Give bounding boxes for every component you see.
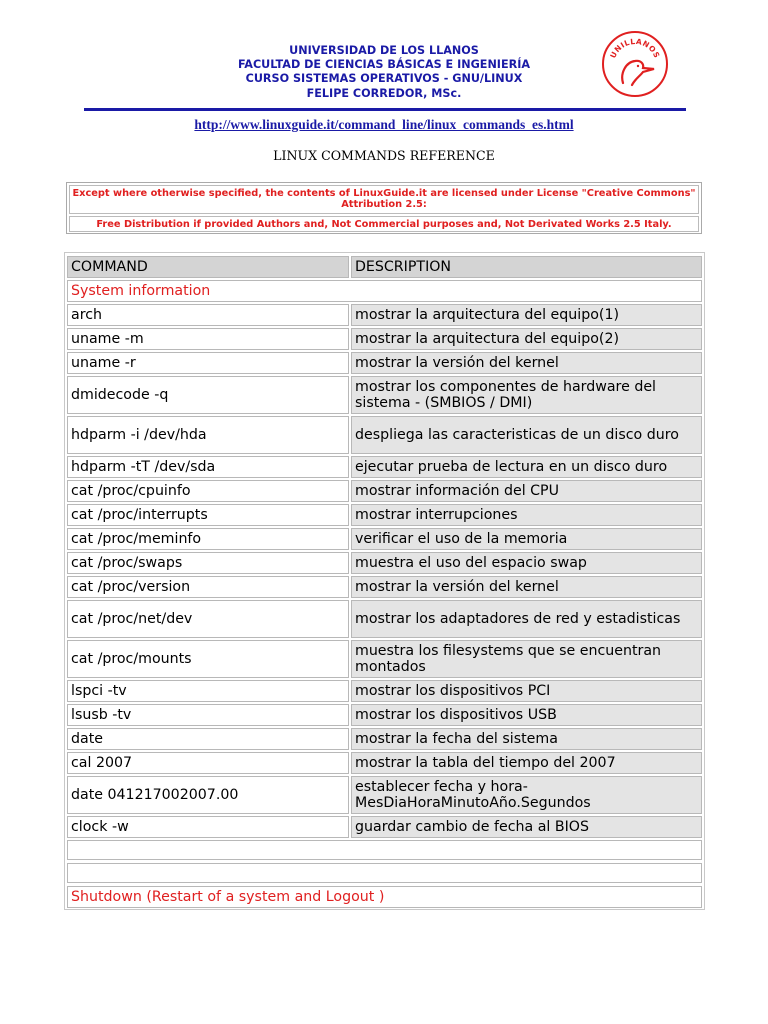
description-cell: mostrar la versión del kernel	[351, 576, 702, 598]
description-cell: verificar el uso de la memoria	[351, 528, 702, 550]
course-name: CURSO SISTEMAS OPERATIVOS - GNU/LINUX	[245, 72, 523, 86]
description-cell: mostrar la arquitectura del equipo(2)	[351, 328, 702, 350]
empty-row	[67, 840, 702, 860]
command-cell: cat /proc/version	[67, 576, 349, 598]
document-title: LINUX COMMANDS REFERENCE	[273, 148, 495, 163]
author-name: FELIPE CORREDOR, MSc.	[306, 86, 462, 100]
command-cell: arch	[67, 304, 349, 326]
description-cell: mostrar los adaptadores de red y estadisticas	[351, 600, 702, 638]
description-cell: mostrar la arquitectura del equipo(1)	[351, 304, 702, 326]
empty-row	[67, 863, 702, 883]
description-cell: mostrar la tabla del tiempo del 2007	[351, 752, 702, 774]
description-cell: despliega las caracteristicas de un disco duro	[351, 416, 702, 454]
description-cell: mostrar la versión del kernel	[351, 352, 702, 374]
description-cell: establecer fecha y hora-MesDiaHoraMinutoAño.Segundos	[351, 776, 702, 814]
command-cell: cat /proc/mounts	[67, 640, 349, 678]
institution-heading	[200, 44, 568, 101]
description-cell: muestra los filesystems que se encuentran montados	[351, 640, 702, 678]
license-notice: Except where otherwise specified, the contents of LinuxGuide.it are licensed under License "Creative Commons" Attribution 2.5:	[69, 185, 699, 214]
command-cell: cat /proc/meminfo	[67, 528, 349, 550]
faculty-name: FACULTAD DE CIENCIAS BÁSICAS E INGENIERÍA	[237, 58, 531, 72]
description-cell: mostrar los dispositivos USB	[351, 704, 702, 726]
description-cell: mostrar la fecha del sistema	[351, 728, 702, 750]
license-box	[66, 182, 702, 234]
column-header-command: COMMAND	[67, 256, 349, 278]
command-cell: hdparm -i /dev/hda	[67, 416, 349, 454]
section-shutdown: Shutdown (Restart of a system and Logout )	[67, 886, 702, 908]
section-system-information: System information	[67, 280, 702, 302]
description-cell: mostrar interrupciones	[351, 504, 702, 526]
description-cell: mostrar los dispositivos PCI	[351, 680, 702, 702]
command-cell: cat /proc/cpuinfo	[67, 480, 349, 502]
command-cell: cat /proc/net/dev	[67, 600, 349, 638]
header-divider	[84, 108, 686, 111]
logo-text: UNILLANOS	[608, 36, 662, 60]
command-cell: dmidecode -q	[67, 376, 349, 414]
university-name: UNIVERSIDAD DE LOS LLANOS	[289, 44, 479, 57]
source-link-container	[0, 114, 768, 133]
description-cell: muestra el uso del espacio swap	[351, 552, 702, 574]
description-cell: mostrar los componentes de hardware del sistema - (SMBIOS / DMI)	[351, 376, 702, 414]
license-terms: Free Distribution if provided Authors and, Not Commercial purposes and, Not Derivated Works 2.5 Italy.	[69, 216, 699, 232]
university-logo	[600, 29, 670, 99]
column-header-description: DESCRIPTION	[351, 256, 702, 278]
command-cell: cal 2007	[67, 752, 349, 774]
command-cell: uname -r	[67, 352, 349, 374]
command-cell: date 041217002007.00	[67, 776, 349, 814]
description-cell: guardar cambio de fecha al BIOS	[351, 816, 702, 838]
command-cell: lspci -tv	[67, 680, 349, 702]
command-cell: lsusb -tv	[67, 704, 349, 726]
command-cell: hdparm -tT /dev/sda	[67, 456, 349, 478]
description-cell: mostrar información del CPU	[351, 480, 702, 502]
command-cell: uname -m	[67, 328, 349, 350]
command-cell: date	[67, 728, 349, 750]
commands-table	[64, 252, 705, 910]
source-link[interactable]: http://www.linuxguide.it/command_line/linux_commands_es.html	[194, 117, 574, 132]
command-cell: cat /proc/interrupts	[67, 504, 349, 526]
command-cell: cat /proc/swaps	[67, 552, 349, 574]
description-cell: ejecutar prueba de lectura en un disco duro	[351, 456, 702, 478]
command-cell: clock -w	[67, 816, 349, 838]
